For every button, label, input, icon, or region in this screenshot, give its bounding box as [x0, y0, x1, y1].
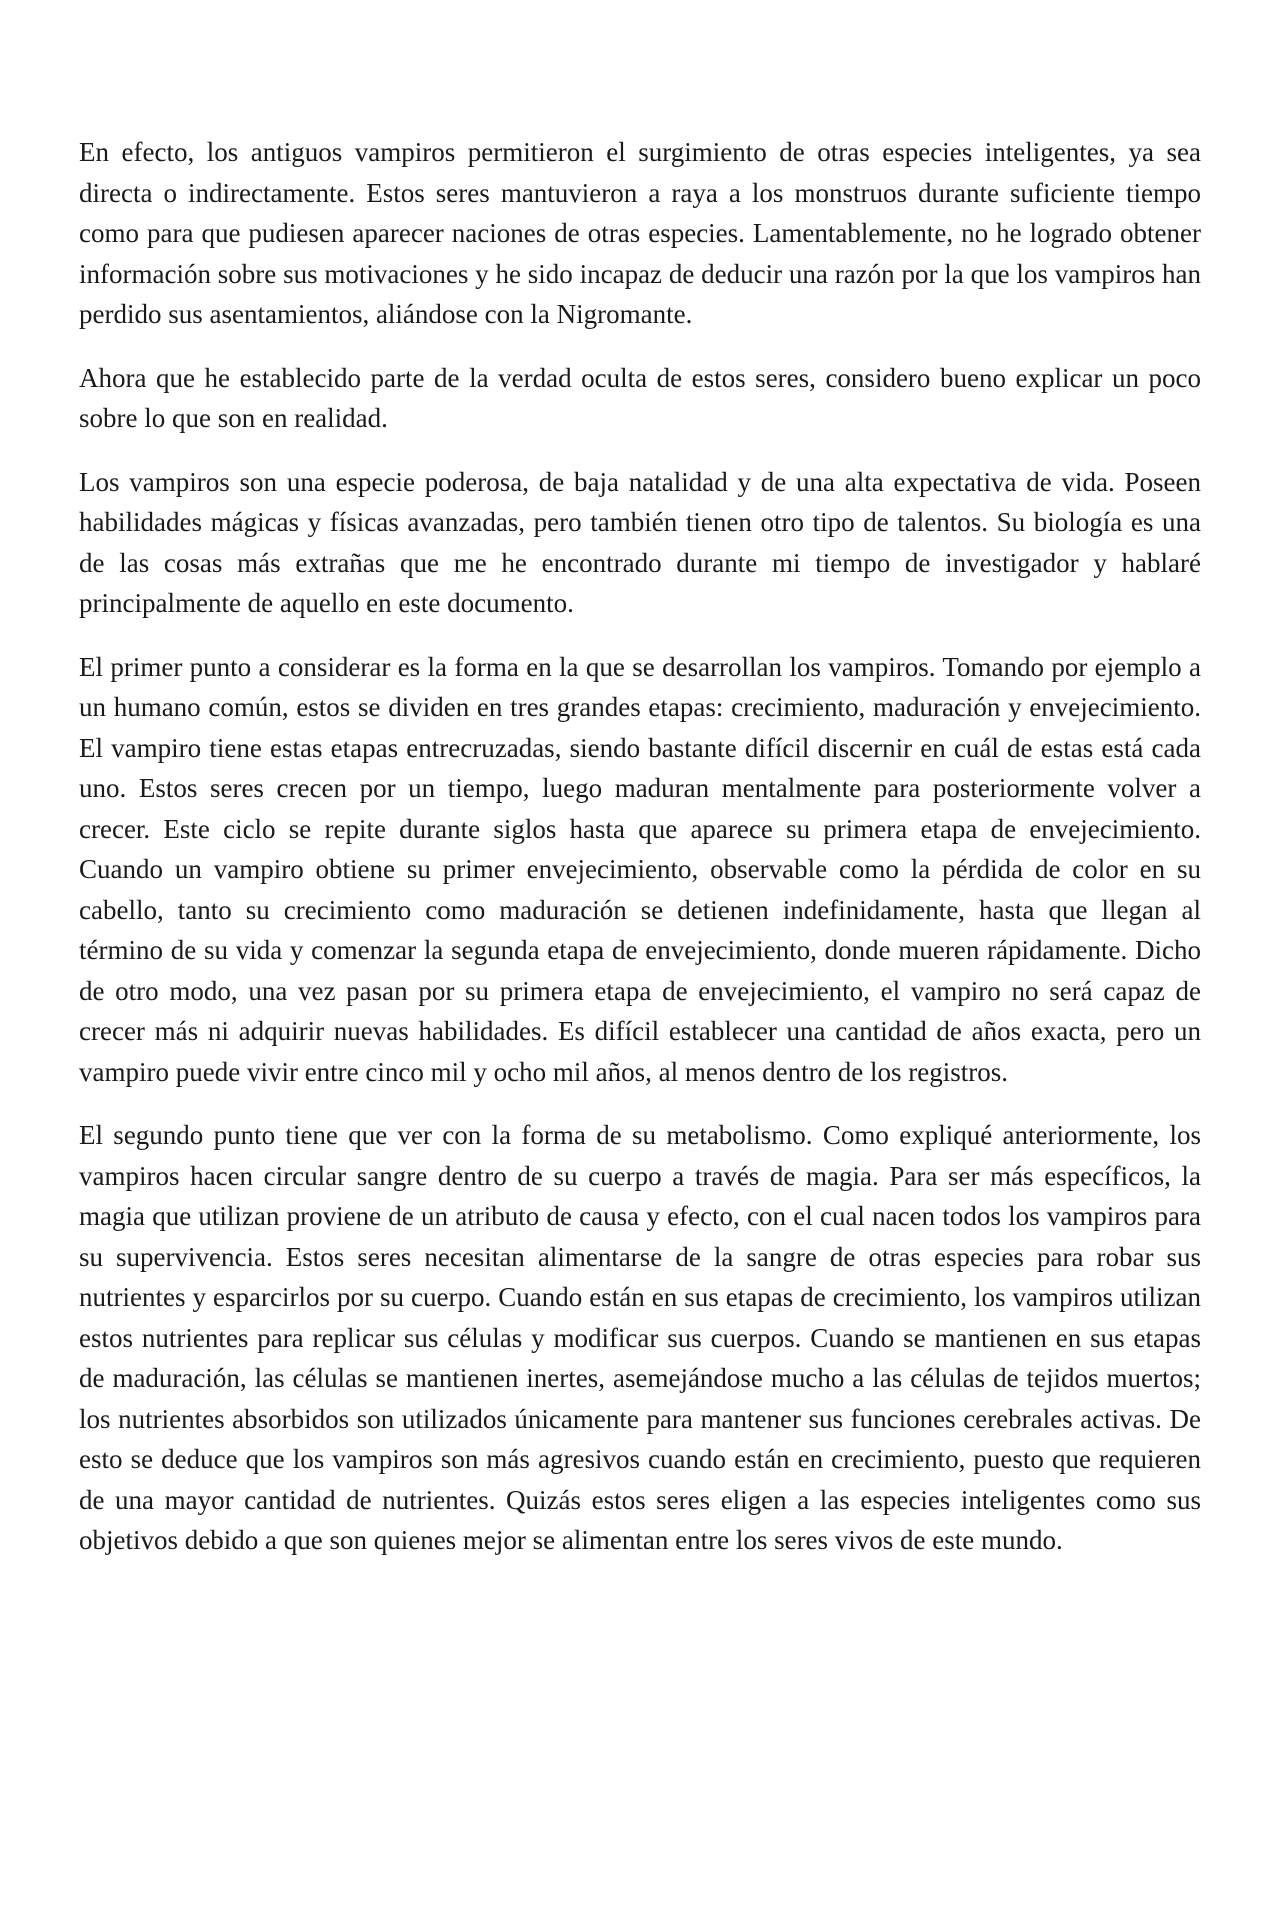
- paragraph-5: El segundo punto tiene que ver con la forma de su metabolismo. Como expliqué anteriormente, los vampiros hacen circular sangre dentro de su cuerpo a través de magia. Para ser más específicos, la magia que utilizan proviene de un atributo de causa y efecto, con el cual nacen todos los vampiros para su supervivencia. Estos seres necesitan alimentarse de la sangre de otras especies para robar sus nutrientes y esparcirlos por su cuerpo. Cuando están en sus etapas de crecimiento, los vampiros utilizan estos nutrientes para replicar sus células y modificar sus cuerpos. Cuando se mantienen en sus etapas de maduración, las células se mantienen inertes, asemejándose mucho a las células de tejidos muertos; los nutrientes absorbidos son utilizados únicamente para mantener sus funciones cerebrales activas. De esto se deduce que los vampiros son más agresivos cuando están en crecimiento, puesto que requieren de una mayor cantidad de nutrientes. Quizás estos seres eligen a las especies inteligentes como sus objetivos debido a que son quienes mejor se alimentan entre los seres vivos de este mundo.: [79, 1120, 1201, 1555]
- paragraph-2: Ahora que he establecido parte de la verdad oculta de estos seres, considero bueno explicar un poco sobre lo que son en realidad.: [79, 362, 1201, 433]
- paragraph-1: En efecto, los antiguos vampiros permitieron el surgimiento de otras especies inteligentes, ya sea directa o indirectamente. Estos seres mantuvieron a raya a los monstruos durante suficiente tiempo como para que pudiesen aparecer naciones de otras especies. Lamentablemente, no he logrado obtener información sobre sus motivaciones y he sido incapaz de deducir una razón por la que los vampiros han perdido sus asentamientos, aliándose con la Nigromante.: [79, 137, 1201, 329]
- paragraph-3: Los vampiros son una especie poderosa, de baja natalidad y de una alta expectativa de vida. Poseen habilidades mágicas y físicas avanzadas, pero también tienen otro tipo de talentos. Su biología es una de las cosas más extrañas que me he encontrado durante mi tiempo de investigador y hablaré principalmente de aquello en este documento.: [79, 466, 1201, 618]
- document-page: [79, 132, 1201, 1584]
- paragraph-4: El primer punto a considerar es la forma en la que se desarrollan los vampiros. Tomando por ejemplo a un humano común, estos se dividen en tres grandes etapas: crecimiento, maduración y envejecimiento. El vampiro tiene estas etapas entrecruzadas, siendo bastante difícil discernir en cuál de estas está cada uno. Estos seres crecen por un tiempo, luego maduran mentalmente para posteriormente volver a crecer. Este ciclo se repite durante siglos hasta que aparece su primera etapa de envejecimiento. Cuando un vampiro obtiene su primer envejecimiento, observable como la pérdida de color en su cabello, tanto su crecimiento como maduración se detienen indefinidamente, hasta que llegan al término de su vida y comenzar la segunda etapa de envejecimiento, donde mueren rápidamente. Dicho de otro modo, una vez pasan por su primera etapa de envejecimiento, el vampiro no será capaz de crecer más ni adquirir nuevas habilidades. Es difícil establecer una cantidad de años exacta, pero un vampiro puede vivir entre cinco mil y ocho mil años, al menos dentro de los registros.: [79, 651, 1201, 1087]
